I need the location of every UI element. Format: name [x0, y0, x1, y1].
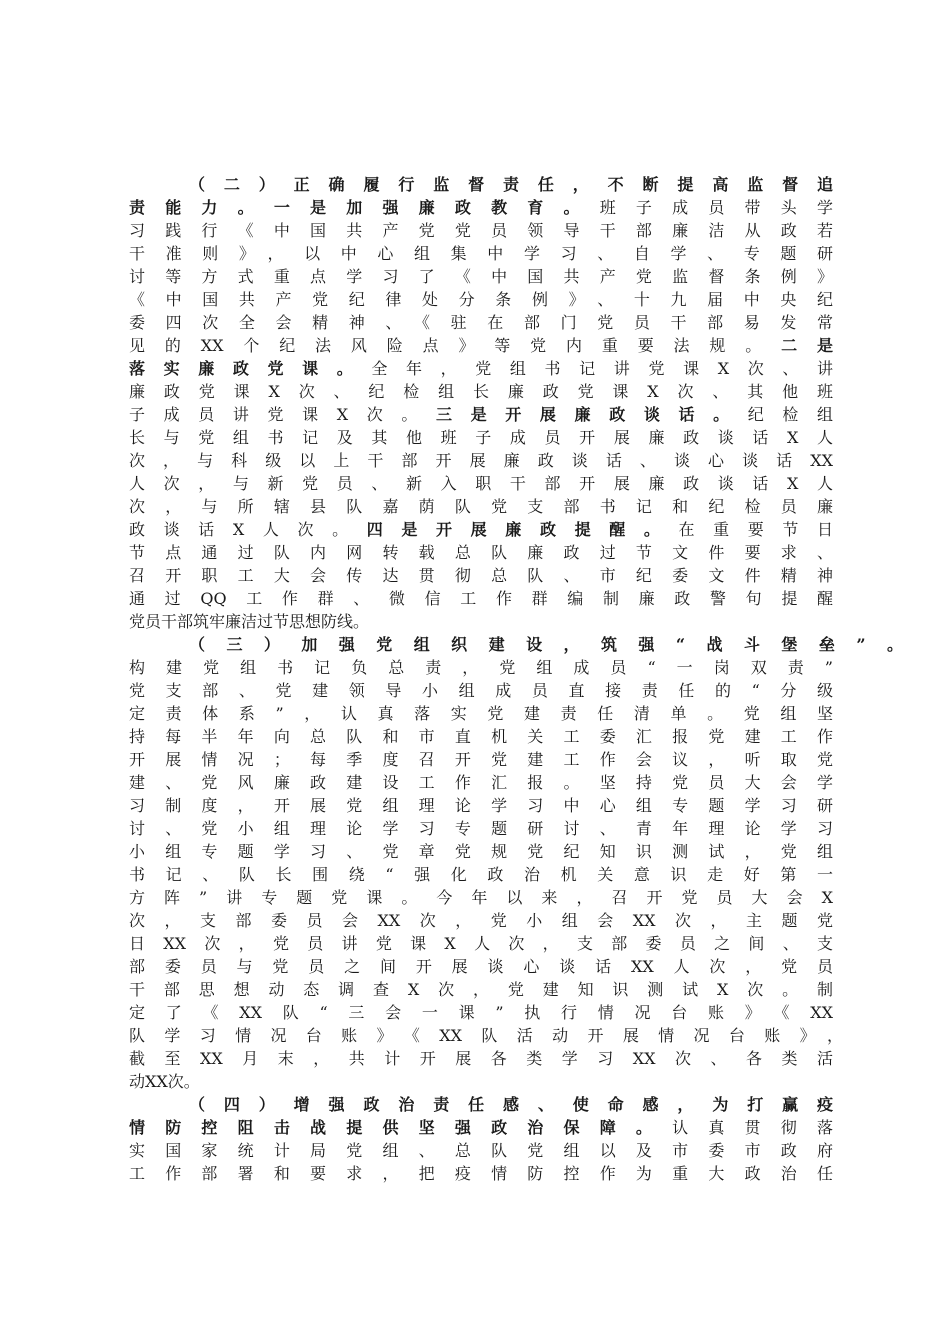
paragraph-line [129, 955, 833, 978]
paragraph-line [129, 219, 833, 242]
text-segment: 人次，与新党员、新入职干部开展廉政谈话X人 [129, 474, 833, 493]
bold-phrase: 二是 [781, 336, 833, 355]
bold-phrase: （四）增强政治责任感、使命感，为打赢疫 [189, 1095, 833, 1114]
paragraph-line [129, 932, 833, 955]
paragraph-line [129, 794, 833, 817]
paragraph-line [129, 587, 833, 610]
text-segment: 建、党风廉政建设工作汇报。坚持党员大会学 [129, 773, 833, 792]
paragraph-line [129, 472, 833, 495]
text-segment: 廉政党课X次、纪检组长廉政党课X次、其他班 [129, 382, 833, 401]
text-segment: 构建党组书记负总责，党组成员“一岗双责” [129, 658, 833, 677]
text-segment: 次，与科级以上干部开展廉政谈话、谈心谈话XX [129, 451, 833, 470]
paragraph-line [129, 1116, 833, 1139]
paragraph-line [129, 656, 833, 679]
text-segment: 方阵”讲专题党课。今年以来，召开党员大会X [129, 888, 833, 907]
paragraph-line [129, 242, 833, 265]
text-segment: 持每半年向总队和市直机关工委汇报党建工作 [129, 727, 833, 746]
paragraph-line [129, 1162, 833, 1185]
text-segment: 干部思想动态调查X次，党建知识测试X次。制 [129, 980, 833, 999]
text-segment: 长与党组书记及其他班子成员开展廉政谈话X人 [129, 428, 833, 447]
paragraph-line [129, 886, 833, 909]
text-segment: 通过QQ工作群、微信工作群编制廉政警句提醒 [129, 589, 833, 608]
paragraph-line [129, 1047, 833, 1070]
paragraph-line [129, 426, 833, 449]
paragraph-line [129, 403, 833, 426]
text-segment: 认真贯彻落 [672, 1118, 833, 1137]
bold-phrase: （三）加强党组织建设，筑强“战斗堡垒”。 [189, 635, 903, 654]
text-segment: 班子成员带头学 [599, 198, 833, 217]
paragraph-line [129, 725, 833, 748]
paragraph-line [129, 311, 833, 334]
section-heading-line [129, 633, 903, 656]
paragraph-line [129, 748, 833, 771]
paragraph-line [129, 449, 833, 472]
text-segment: 次，与所辖县队嘉荫队党支部书记和纪检员廉 [129, 497, 833, 516]
bold-phrase: 三是开展廉政谈话。 [436, 405, 748, 424]
text-segment: 讨、党小组理论学习专题研讨、青年理论学习 [129, 819, 833, 838]
paragraph-line [129, 978, 833, 1001]
paragraph-line [129, 679, 833, 702]
text-segment: 定责体系”，认真落实党建责任清单。党组坚 [129, 704, 833, 723]
text-segment: 党支部、党建领导小组成员直接责任的“分级 [129, 681, 833, 700]
text-segment: 开展情况；每季度召开党建工作会议，听取党 [129, 750, 833, 769]
text-segment: 日XX次，党员讲党课X人次，支部委员之间、支 [129, 934, 833, 953]
text-segment: 纪检组 [747, 405, 833, 424]
bold-phrase: 责能力。一是加强廉政教育。 [129, 198, 600, 217]
paragraph-line [129, 863, 833, 886]
text-segment: 政谈话X人次。 [129, 520, 367, 539]
paragraph-line [129, 771, 833, 794]
text-segment: 全年，党组书记讲党课X次、讲 [371, 359, 833, 378]
paragraph-line [129, 380, 833, 403]
paragraph-line [129, 909, 833, 932]
text-segment: 习制度，开展党组理论学习中心组专题学习研 [129, 796, 833, 815]
text-segment: 截至XX月末，共计开展各类学习XX次、各类活 [129, 1049, 833, 1068]
paragraph-line [129, 840, 833, 863]
bold-phrase: （二）正确履行监督责任，不断提高监督追 [189, 175, 833, 194]
bold-phrase: 情防控阻击战提供坚强政治保障。 [129, 1118, 673, 1137]
bold-phrase: 落实廉政党课。 [129, 359, 372, 378]
paragraph-line [129, 357, 833, 380]
paragraph-line [129, 817, 833, 840]
text-segment: 次，支部委员会XX次，党小组会XX次，主题党 [129, 911, 833, 930]
paragraph-line [129, 288, 833, 311]
text-segment: 书记、队长围绕“强化政治机关意识走好第一 [129, 865, 833, 884]
paragraph-line [129, 610, 833, 633]
text-segment: 党员干部筑牢廉洁过节思想防线。 [129, 612, 370, 631]
paragraph-line [129, 541, 833, 564]
paragraph-line [129, 196, 833, 219]
text-segment: 见的XX个纪法风险点》等党内重要法规。 [129, 336, 782, 355]
section-heading-line [129, 1093, 833, 1116]
text-segment: 动XX次。 [129, 1072, 200, 1091]
paragraph-line [129, 495, 833, 518]
text-segment: 习践行《中国共产党党员领导干部廉洁从政若 [129, 221, 833, 240]
paragraph-line [129, 1139, 833, 1162]
text-segment: 小组专题学习、党章党规党纪知识测试，党组 [129, 842, 833, 861]
text-segment: 召开职工大会传达贯彻总队、市纪委文件精神 [129, 566, 833, 585]
text-segment: 队学习情况台账》《XX队活动开展情况台账》， [129, 1026, 843, 1045]
paragraph-line [129, 702, 833, 725]
bold-phrase: 四是开展廉政提醒。 [366, 520, 679, 539]
text-segment: 在重要节日 [678, 520, 833, 539]
text-segment: 讨等方式重点学习了《中国共产党监督条例》 [129, 267, 833, 286]
paragraph-line [129, 518, 833, 541]
paragraph-line [129, 265, 833, 288]
paragraph-line [129, 1070, 833, 1093]
paragraph-line [129, 1001, 833, 1024]
text-segment: 部委员与党员之间开展谈心谈话XX人次，党员 [129, 957, 833, 976]
text-segment: 委四次全会精神、《驻在部门党员干部易发常 [129, 313, 833, 332]
text-segment: 实国家统计局党组、总队党组以及市委市政府 [129, 1141, 833, 1160]
paragraph-line [129, 564, 833, 587]
paragraph-line [129, 1024, 843, 1047]
text-segment: 节点通过队内网转载总队廉政过节文件要求、 [129, 543, 833, 562]
text-segment: 子成员讲党课X次。 [129, 405, 437, 424]
text-segment: 《中国共产党纪律处分条例》、十九届中央纪 [129, 290, 833, 309]
text-segment: 干准则》，以中心组集中学习、自学、专题研 [129, 244, 833, 263]
document-body [129, 173, 903, 1185]
section-heading-line [129, 173, 833, 196]
text-segment: 定了《XX队“三会一课”执行情况台账》《XX [129, 1003, 833, 1022]
paragraph-line [129, 334, 833, 357]
text-segment: 工作部署和要求，把疫情防控作为重大政治任 [129, 1164, 833, 1183]
